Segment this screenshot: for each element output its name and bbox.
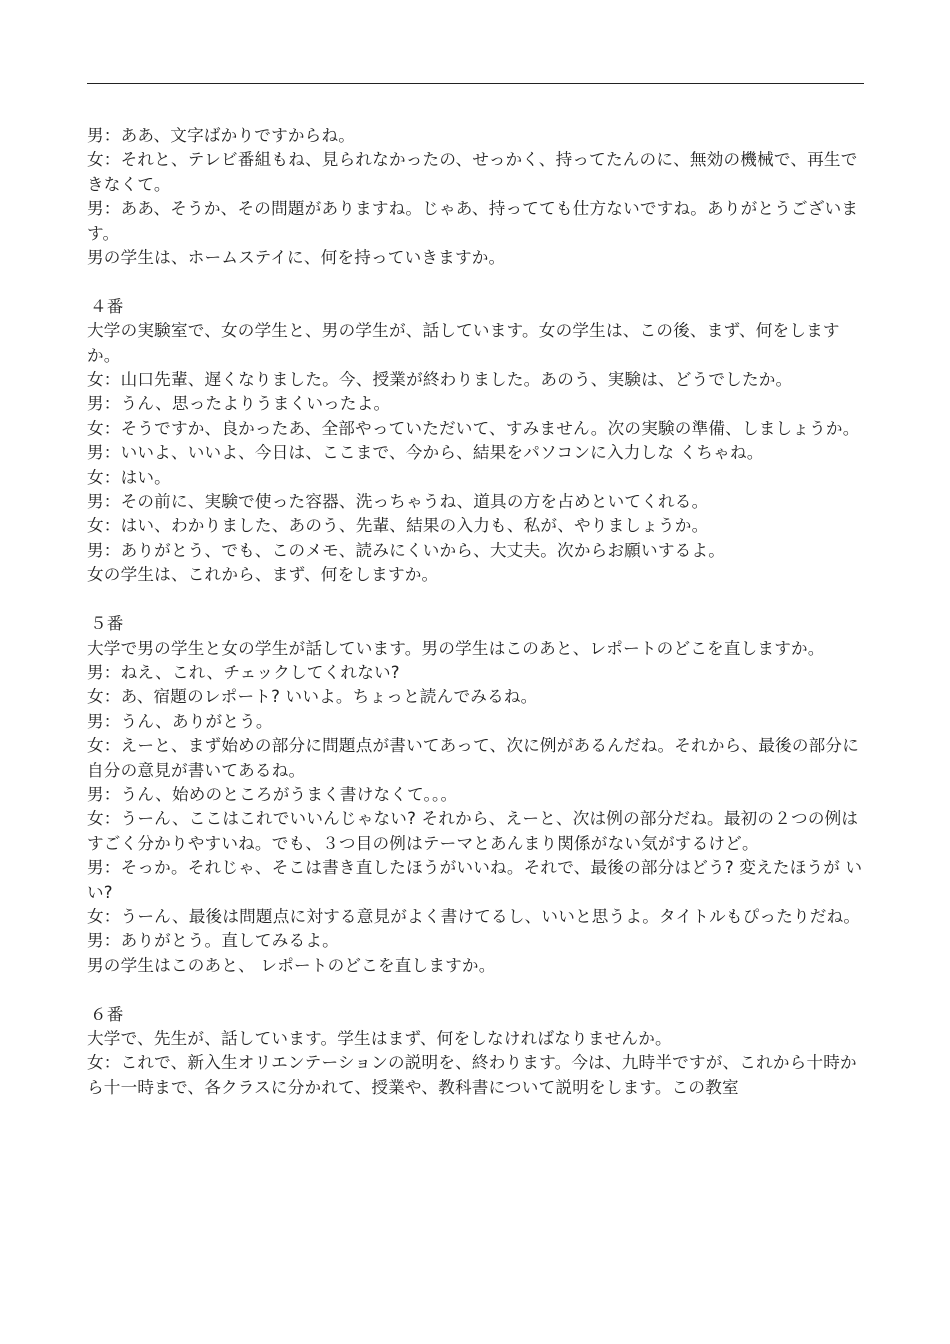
dialogue-line: 男：うん、思ったよりうまくいったよ。 bbox=[87, 394, 391, 414]
dialogue-line: 女：山口先輩、遅くなりました。今、授業が終わりました。あのう、実験は、どうでしたか。 bbox=[87, 370, 793, 390]
document-page bbox=[87, 0, 864, 1344]
transcript-body bbox=[87, 124, 864, 1100]
dialogue-line: 女：はい、わかりました、あのう、先輩、結果の入力も、私が、やりましょうか。 bbox=[87, 516, 709, 536]
dialogue-line: 男：そっか。それじゃ、そこは書き直したほうがいいね。それで、最後の部分はどう? 変えたほうが いい? bbox=[87, 858, 863, 902]
question-line: 男の学生はこのあと、 レポートのどこを直しますか。 bbox=[87, 955, 496, 975]
dialogue-line: 男：うん、始めのところがうまく書けなくて。。。 bbox=[87, 784, 458, 804]
scenario-line: 大学で男の学生と女の学生が話しています。男の学生はこのあと、レポートのどこを直しますか。 bbox=[87, 638, 825, 658]
section-heading: ４番 bbox=[90, 296, 124, 316]
section-5 bbox=[87, 612, 864, 978]
section-4 bbox=[87, 295, 864, 588]
dialogue-line: 男：ああ、そうか、その問題がありますね。じゃあ、持ってても仕方ないですね。ありがとうございます。 bbox=[87, 199, 859, 243]
dialogue-line: 男：ありがとう、でも、このメモ、読みにくいから、大丈夫。次からお願いするよ。 bbox=[87, 540, 725, 560]
dialogue-line: 女：これで、新入生オリエンテーションの説明を、終わります。今は、九時半ですが、これから十時から十一時まで、各クラスに分かれて、授業や、教科書について説明をします。この教室 bbox=[87, 1053, 857, 1097]
question-line: 女の学生は、これから、まず、何をしますか。 bbox=[87, 565, 439, 585]
dialogue-line: 女：あ、宿題のレポート? いいよ。ちょっと読んでみるね。 bbox=[87, 687, 538, 707]
scenario-line: 大学で、先生が、話しています。学生はまず、何をしなければなりませんか。 bbox=[87, 1028, 672, 1048]
dialogue-line: 女：それと、テレビ番組もね、見られなかったの、せっかく、持ってたんのに、無効の機械で、再生できなくて。 bbox=[87, 150, 858, 194]
section-continuation bbox=[87, 124, 864, 270]
dialogue-line: 女：うーん、最後は問題点に対する意見がよく書けてるし、いいと思うよ。タイトルもぴったりだね。 bbox=[87, 906, 861, 926]
scenario-line: 大学の実験室で、女の学生と、男の学生が、話しています。女の学生は、この後、まず、何をしますか。 bbox=[87, 321, 840, 365]
section-heading: ６番 bbox=[90, 1004, 124, 1024]
dialogue-line: 女：えーと、まず始めの部分に問題点が書いてあって、次に例があるんだね。それから、最後の部分に自分の意見が書いてあるね。 bbox=[87, 736, 860, 780]
dialogue-line: 男：その前に、実験で使った容器、洗っちゃうね、道具の方を占めといてくれる。 bbox=[87, 492, 709, 512]
dialogue-line: 女：うーん、ここはこれでいいんじゃない? それから、えーと、次は例の部分だね。最初の２つの例はすごく分かりやすいね。でも、３つ目の例はテーマとあんまり関係がない気がするけど。 bbox=[87, 809, 859, 853]
dialogue-line: 女：はい。 bbox=[87, 467, 171, 487]
dialogue-line: 男：ああ、文字ばかりですからね。 bbox=[87, 126, 356, 145]
header-rule bbox=[87, 83, 864, 84]
dialogue-line: 男：うん、ありがとう。 bbox=[87, 711, 273, 731]
section-6 bbox=[87, 1003, 864, 1101]
dialogue-line: 男：いいよ、いいよ、今日は、ここまで、今から、結果をパソコンに入力しな くちゃね。 bbox=[87, 443, 764, 463]
dialogue-line: 男：ありがとう。直してみるよ。 bbox=[87, 931, 339, 951]
section-heading: ５番 bbox=[90, 614, 124, 634]
question-line: 男の学生は、ホームステイに、何を持っていきますか。 bbox=[87, 248, 506, 268]
dialogue-line: 男：ねえ、これ、チェックしてくれない? bbox=[87, 662, 400, 682]
dialogue-line: 女：そうですか、良かったあ、全部やっていただいて、すみません。次の実験の準備、しましょうか。 bbox=[87, 418, 860, 438]
